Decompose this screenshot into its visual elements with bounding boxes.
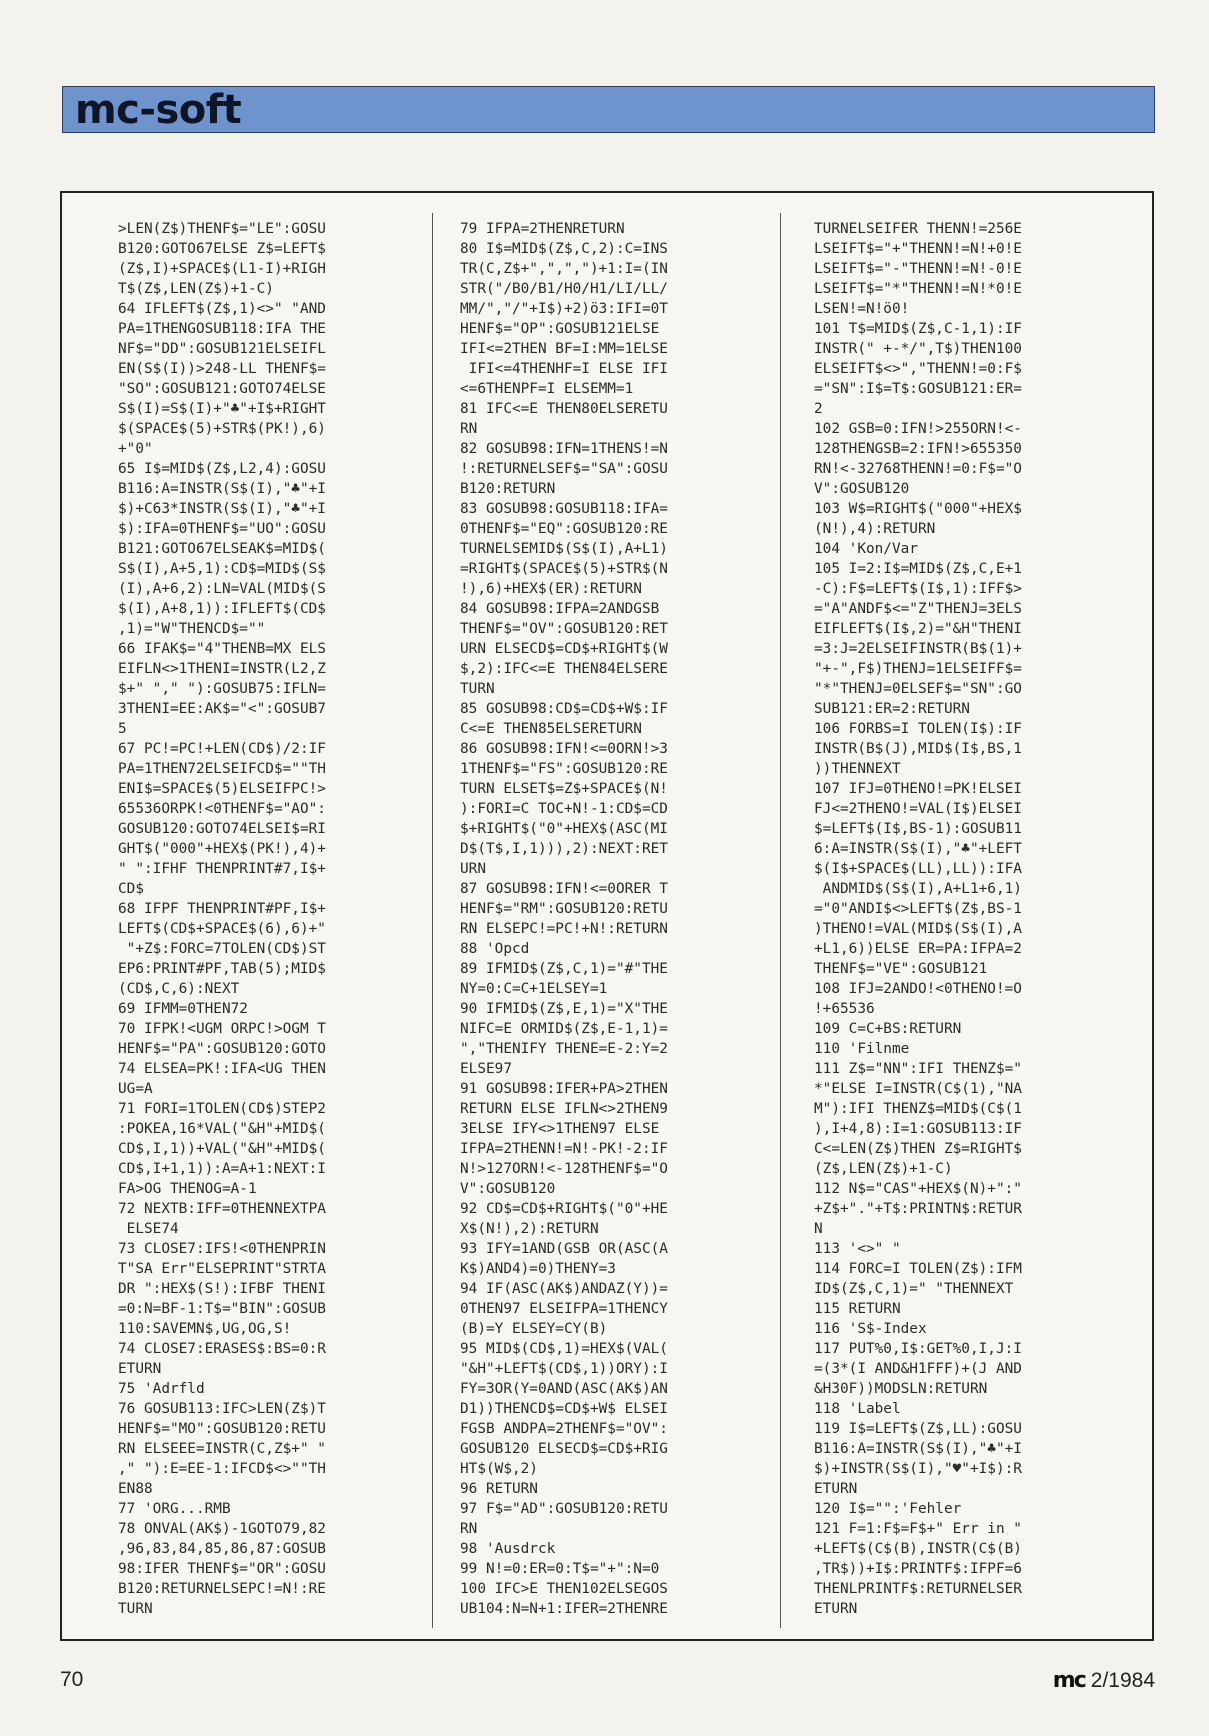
listing-column-3: TURNELSEIFER THENN!=256E LSEIFT$="+"THENN!=N!+0!E LSEIFT$="-"THENN!=N!-0!E LSEIFT$="*"THENN!=N!*0!E LSEN!=N!ö0! 101 T$=MID$(Z$,C-1,1):IF INSTR(" +-*/",T$)THEN100 ELSEIFT$<>","THENN!=0:F$ ="SN":I$=T$:GOSUB121:ER= 2 102 GSB=0:IFN!>255ORN!<- 128THENGSB=2:IFN!>655350 RN!<-32768THENN!=0:F$="O V":GOSUB120 103 W$=RIGHT$("000"+HEX$ (N!),4):RETURN 104 'Kon/Var 105 I=2:I$=MID$(Z$,C,E+1 -C):F$=LEFT$(I$,1):IFF$> ="A"ANDF$<="Z"THENJ=3ELS EIFLEFT$(I$,2)="&H"THENI =3:J=2ELSEIFINSTR(B$(1)+ "+-",F$)THENJ=1ELSEIFF$= "*"THENJ=0ELSEF$="SN":GO SUB121:ER=2:RETURN 106 FORBS=I TOLEN(I$):IF INSTR(B$(J),MID$(I$,BS,1 ))THENNEXT 107 IFJ=0THENO!=PK!ELSEI FJ<=2THENO!=VAL(I$)ELSEI $=LEFT$(I$,BS-1):GOSUB11 6:A=INSTR(S$(I),"♣"+LEFT $(I$+SPACE$(LL),LL)):IFA ANDMID$(S$(I),A+L1+6,1) ="0"ANDI$<>LEFT$(Z$,BS-1 )THENO!=VAL(MID$(S$(I),A +L1,6))ELSE ER=PA:IFPA=2 THENF$="VE":GOSUB121 108 IFJ=2ANDO!<0THENO!=O !+65536 109 C=C+BS:RETURN 110 'Filnme 111 Z$="NN":IFI THENZ$=" *"ELSE I=INSTR(C$(1),"NA M"):IFI THENZ$=MID$(C$(1 ),I+4,8):I=1:GOSUB113:IF C<=LEN(Z$)THEN Z$=RIGHT$ (Z$,LEN(Z$)+1-C) 112 N$="CAS"+HEX$(N)+":" +Z$+"."+T$:PRINTN$:RETUR N 113 '<>" " 114 FORC=I TOLEN(Z$):IFM ID$(Z$,C,1)=" "THENNEXT 115 RETURN 116 'S$-Index 117 PUT%0,I$:GET%0,I,J:I =(3*(I AND&H1FFF)+(J AND &H30F))MODSLN:RETURN 118 'Label 119 I$=LEFT$(Z$,LL):GOSU B116:A=INSTR(S$(I),"♣"+I $)+INSTR(S$(I),"♥"+I$):R ETURN 120 I$="":'Fehler 121 F=1:F$=F$+" Err in " +LEFT$(C$(B),INSTR(C$(B) ,TR$))+I$:PRINTF$:IFPF=6 THENLPRINTF$:RETURNELSER ETURN [814, 221, 1022, 1617]
footer-issue [1053, 1668, 1155, 1693]
listing-column-1: >LEN(Z$)THENF$="LE":GOSU B120:GOTO67ELSE Z$=LEFT$ (Z$,I)+SPACE$(L1-I)+RIGH T$(Z$,LEN(Z$)+1-C) 64 IFLEFT$(Z$,1)<>" "AND PA=1THENGOSUB118:IFA THE NF$="DD":GOSUB121ELSEIFL EN(S$(I))>248-LL THENF$= "SO":GOSUB121:GOTO74ELSE S$(I)=S$(I)+"♣"+I$+RIGHT $(SPACE$(5)+STR$(PK!),6) +"0" 65 I$=MID$(Z$,L2,4):GOSU B116:A=INSTR(S$(I),"♣"+I $)+C63*INSTR(S$(I),"♣"+I $):IFA=0THENF$="UO":GOSU B121:GOTO67ELSEAK$=MID$( S$(I),A+5,1):CD$=MID$(S$ (I),A+6,2):LN=VAL(MID$(S $(I),A+8,1)):IFLEFT$(CD$ ,1)="W"THENCD$="" 66 IFAK$="4"THENB=MX ELS EIFLN<>1THENI=INSTR(L2,Z $+" "," "):GOSUB75:IFLN= 3THENI=EE:AK$="<":GOSUB7 5 67 PC!=PC!+LEN(CD$)/2:IF PA=1THEN72ELSEIFCD$=""TH ENI$=SPACE$(5)ELSEIFPC!> 65536ORPK!<0THENF$="AO": GOSUB120:GOTO74ELSEI$=RI GHT$("000"+HEX$(PK!),4)+ " ":IFHF THENPRINT#7,I$+ CD$ 68 IFPF THENPRINT#PF,I$+ LEFT$(CD$+SPACE$(6),6)+" "+Z$:FORC=7TOLEN(CD$)ST EP6:PRINT#PF,TAB(5);MID$ (CD$,C,6):NEXT 69 IFMM=0THEN72 70 IFPK!<UGM ORPC!>OGM T HENF$="PA":GOSUB120:GOTO 74 ELSEA=PK!:IFA<UG THEN UG=A 71 FORI=1TOLEN(CD$)STEP2 :POKEA,16*VAL("&H"+MID$( CD$,I,1))+VAL("&H"+MID$( CD$,I+1,1)):A=A+1:NEXT:I FA>OG THENOG=A-1 72 NEXTB:IFF=0THENNEXTPA ELSE74 73 CLOSE7:IFS!<0THENPRIN T"SA Err"ELSEPRINT"STRTA DR ":HEX$(S!):IFBF THENI =0:N=BF-1:T$="BIN":GOSUB 110:SAVEMN$,UG,OG,S! 74 CLOSE7:ERASES$:BS=0:R ETURN 75 'Adrfld 76 GOSUB113:IFC>LEN(Z$)T HENF$="MO":GOSUB120:RETU RN ELSEEE=INSTR(C,Z$+" " ," "):E=EE-1:IFCD$<>""TH EN88 77 'ORG...RMB 78 ONVAL(AK$)-1GOTO79,82 ,96,83,84,85,86,87:GOSUB 98:IFER THENF$="OR":GOSU B120:RETURNELSEPC!=N!:RE TURN [118, 221, 326, 1617]
banner-title: mc-soft [75, 87, 242, 133]
mc-logo: mc [1052, 1668, 1085, 1693]
code-listing-box [60, 191, 1154, 1641]
issue-date: 2/1984 [1090, 1668, 1155, 1692]
listing-column-2: 79 IFPA=2THENRETURN 80 I$=MID$(Z$,C,2):C=INS TR(C,Z$+",",",")+1:I=(IN STR("/B0/B1/H0/H1/LI/LL/ MM/","/"+I$)+2)ö3:IFI=0T HENF$="OP":GOSUB121ELSE IFI<=2THEN BF=I:MM=1ELSE IFI<=4THENHF=I ELSE IFI <=6THENPF=I ELSEMM=1 81 IFC<=E THEN80ELSERETU RN 82 GOSUB98:IFN=1THENS!=N !:RETURNELSEF$="SA":GOSU B120:RETURN 83 GOSUB98:GOSUB118:IFA= 0THENF$="EQ":GOSUB120:RE TURNELSEMID$(S$(I),A+L1) =RIGHT$(SPACE$(5)+STR$(N !),6)+HEX$(ER):RETURN 84 GOSUB98:IFPA=2ANDGSB THENF$="OV":GOSUB120:RET URN ELSECD$=CD$+RIGHT$(W $,2):IFC<=E THEN84ELSERE TURN 85 GOSUB98:CD$=CD$+W$:IF C<=E THEN85ELSERETURN 86 GOSUB98:IFN!<=0ORN!>3 1THENF$="FS":GOSUB120:RE TURN ELSET$=Z$+SPACE$(N! ):FORI=C TOC+N!-1:CD$=CD $+RIGHT$("0"+HEX$(ASC(MI D$(T$,I,1))),2):NEXT:RET URN 87 GOSUB98:IFN!<=0ORER T HENF$="RM":GOSUB120:RETU RN ELSEPC!=PC!+N!:RETURN 88 'Opcd 89 IFMID$(Z$,C,1)="#"THE NY=0:C=C+1ELSEY=1 90 IFMID$(Z$,E,1)="X"THE NIFC=E ORMID$(Z$,E-1,1)= ","THENIFY THENE=E-2:Y=2 ELSE97 91 GOSUB98:IFER+PA>2THEN RETURN ELSE IFLN<>2THEN9 3ELSE IFY<>1THEN97 ELSE IFPA=2THENN!=N!-PK!-2:IF N!>127ORN!<-128THENF$="O V":GOSUB120 92 CD$=CD$+RIGHT$("0"+HE X$(N!),2):RETURN 93 IFY=1AND(GSB OR(ASC(A K$)AND4)=0)THENY=3 94 IF(ASC(AK$)ANDAZ(Y))= 0THEN97 ELSEIFPA=1THENCY (B)=Y ELSEY=CY(B) 95 MID$(CD$,1)=HEX$(VAL( "&H"+LEFT$(CD$,1))ORY):I FY=3OR(Y=0AND(ASC(AK$)AN D1))THENCD$=CD$+W$ ELSEI FGSB ANDPA=2THENF$="OV": GOSUB120 ELSECD$=CD$+RIG HT$(W$,2) 96 RETURN 97 F$="AD":GOSUB120:RETU RN 98 'Ausdrck 99 N!=0:ER=0:T$="+":N=0 100 IFC>E THEN102ELSEGOS UB104:N=N+1:IFER=2THENRE [460, 221, 668, 1617]
section-banner [62, 86, 1155, 133]
page-number: 70 [60, 1668, 84, 1691]
column-divider [432, 213, 433, 1628]
column-divider [780, 213, 781, 1628]
